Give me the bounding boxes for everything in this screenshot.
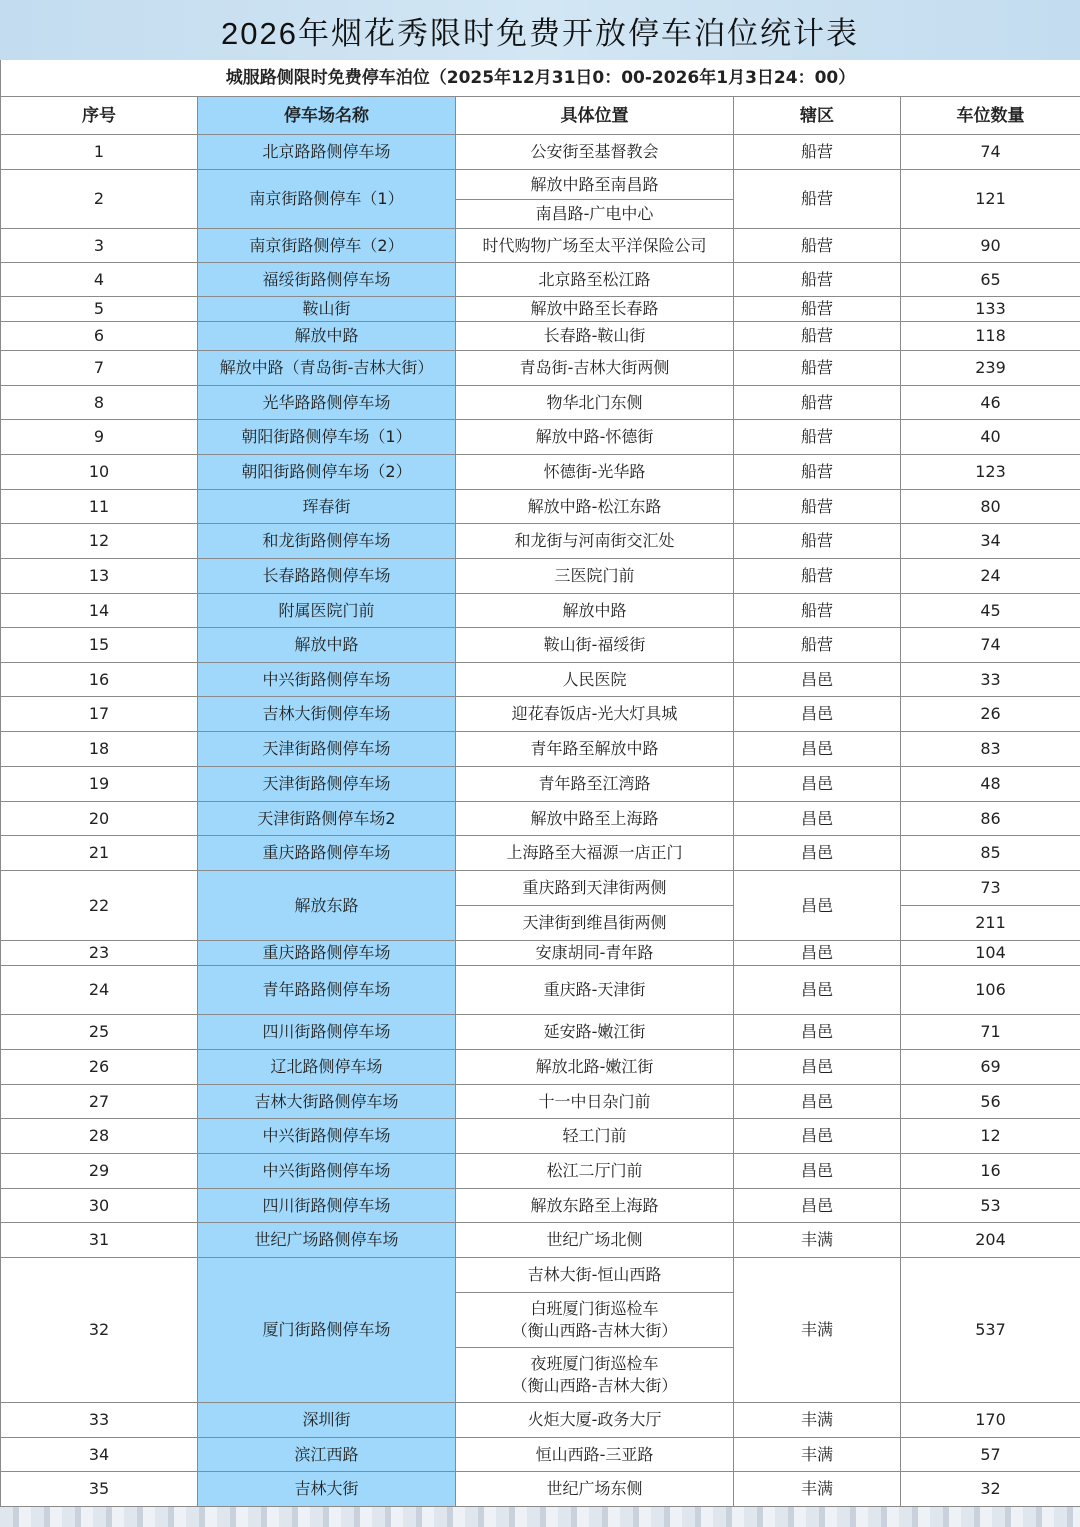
row-name: 四川街路侧停车场 xyxy=(198,1189,456,1223)
row-name: 吉林大街路侧停车场 xyxy=(198,1085,456,1119)
row-id: 17 xyxy=(1,697,198,732)
row-location: 松江二厅门前 xyxy=(456,1154,734,1189)
row-id: 18 xyxy=(1,732,198,767)
table-row xyxy=(1,1223,1080,1258)
row-id: 6 xyxy=(1,322,198,351)
row-count: 74 xyxy=(901,628,1080,663)
row-count: 118 xyxy=(901,322,1080,351)
row-name: 解放中路 xyxy=(198,322,456,351)
row-name: 辽北路侧停车场 xyxy=(198,1050,456,1085)
row-location: 三医院门前 xyxy=(456,559,734,594)
row-location: 怀德街-光华路 xyxy=(456,455,734,490)
table-row xyxy=(1,594,1080,628)
row-count: 24 xyxy=(901,559,1080,594)
row-name: 青年路路侧停车场 xyxy=(198,966,456,1015)
row-id: 30 xyxy=(1,1189,198,1223)
row-count: 57 xyxy=(901,1438,1080,1472)
row-count: 48 xyxy=(901,767,1080,802)
row-name: 中兴街路侧停车场 xyxy=(198,1154,456,1189)
table-row xyxy=(1,559,1080,594)
row-id: 7 xyxy=(1,351,198,386)
row-count: 121 xyxy=(901,170,1080,229)
row-count: 170 xyxy=(901,1403,1080,1438)
table-row xyxy=(1,1258,1080,1293)
row-location: 轻工门前 xyxy=(456,1119,734,1154)
row-district: 船营 xyxy=(734,420,901,455)
row-location: 世纪广场东侧 xyxy=(456,1472,734,1507)
row-location: 解放东路至上海路 xyxy=(456,1189,734,1223)
row-count: 12 xyxy=(901,1119,1080,1154)
row-location: 青年路至解放中路 xyxy=(456,732,734,767)
row-district: 丰满 xyxy=(734,1403,901,1438)
table-row xyxy=(1,135,1080,170)
row-location: 青年路至江湾路 xyxy=(456,767,734,802)
row-district: 昌邑 xyxy=(734,1085,901,1119)
row-name: 光华路路侧停车场 xyxy=(198,386,456,420)
page-title: 2026年烟花秀限时免费开放停车泊位统计表 xyxy=(0,0,1080,60)
row-id: 8 xyxy=(1,386,198,420)
row-district: 昌邑 xyxy=(734,941,901,966)
table-row xyxy=(1,802,1080,836)
row-district: 船营 xyxy=(734,455,901,490)
row-name: 四川街路侧停车场 xyxy=(198,1015,456,1050)
row-location: 青岛街-吉林大街两侧 xyxy=(456,351,734,386)
row-name: 朝阳街路侧停车场（1） xyxy=(198,420,456,455)
table-row xyxy=(1,1438,1080,1472)
table-row xyxy=(1,1154,1080,1189)
row-id: 19 xyxy=(1,767,198,802)
row-location: 世纪广场北侧 xyxy=(456,1223,734,1258)
row-location: 解放中路 xyxy=(456,594,734,628)
row-count: 74 xyxy=(901,135,1080,170)
row-district: 昌邑 xyxy=(734,1154,901,1189)
row-id: 35 xyxy=(1,1472,198,1507)
row-district: 船营 xyxy=(734,297,901,322)
row-name: 深圳街 xyxy=(198,1403,456,1438)
row-district: 昌邑 xyxy=(734,1015,901,1050)
row-name: 厦门街路侧停车场 xyxy=(198,1258,456,1403)
table-row xyxy=(1,524,1080,559)
row-district: 昌邑 xyxy=(734,871,901,941)
row-district: 昌邑 xyxy=(734,1189,901,1223)
row-id: 24 xyxy=(1,966,198,1015)
row-name: 天津街路侧停车场2 xyxy=(198,802,456,836)
table-row xyxy=(1,836,1080,871)
table-row xyxy=(1,1085,1080,1119)
header-id: 序号 xyxy=(1,97,198,135)
row-count: 86 xyxy=(901,802,1080,836)
row-count: 32 xyxy=(901,1472,1080,1507)
row-location: 解放中路至上海路 xyxy=(456,802,734,836)
header-district: 辖区 xyxy=(734,97,901,135)
row-count: 53 xyxy=(901,1189,1080,1223)
row-id: 2 xyxy=(1,170,198,229)
row-id: 5 xyxy=(1,297,198,322)
row-name: 解放中路 xyxy=(198,628,456,663)
table-row xyxy=(1,1403,1080,1438)
table-row xyxy=(1,322,1080,351)
row-location: 重庆路到天津街两侧 xyxy=(456,871,734,906)
row-id: 12 xyxy=(1,524,198,559)
row-count: 71 xyxy=(901,1015,1080,1050)
table-row xyxy=(1,966,1080,1015)
row-location: 解放中路-松江东路 xyxy=(456,490,734,524)
row-name: 吉林大街 xyxy=(198,1472,456,1507)
row-count: 69 xyxy=(901,1050,1080,1085)
table-row xyxy=(1,263,1080,297)
table-row xyxy=(1,1189,1080,1223)
row-location: 吉林大街-恒山西路 xyxy=(456,1258,734,1293)
row-district: 昌邑 xyxy=(734,767,901,802)
row-id: 20 xyxy=(1,802,198,836)
row-count: 56 xyxy=(901,1085,1080,1119)
row-count: 73 xyxy=(901,871,1080,906)
header-name: 停车场名称 xyxy=(198,97,456,135)
row-district: 丰满 xyxy=(734,1438,901,1472)
row-district: 丰满 xyxy=(734,1472,901,1507)
row-district: 昌邑 xyxy=(734,1050,901,1085)
row-district: 昌邑 xyxy=(734,732,901,767)
table-row xyxy=(1,1472,1080,1507)
row-count: 239 xyxy=(901,351,1080,386)
row-count: 34 xyxy=(901,524,1080,559)
table-row xyxy=(1,697,1080,732)
row-id: 29 xyxy=(1,1154,198,1189)
row-id: 23 xyxy=(1,941,198,966)
row-location: 上海路至大福源一店正门 xyxy=(456,836,734,871)
row-location: 时代购物广场至太平洋保险公司 xyxy=(456,229,734,263)
row-id: 25 xyxy=(1,1015,198,1050)
row-location: 白班厦门街巡检车 （衡山西路-吉林大街） xyxy=(456,1293,734,1348)
row-id: 10 xyxy=(1,455,198,490)
row-id: 14 xyxy=(1,594,198,628)
row-district: 船营 xyxy=(734,135,901,170)
row-name: 天津街路侧停车场 xyxy=(198,732,456,767)
row-name: 世纪广场路侧停车场 xyxy=(198,1223,456,1258)
row-location: 解放中路-怀德街 xyxy=(456,420,734,455)
row-district: 昌邑 xyxy=(734,1119,901,1154)
row-id: 34 xyxy=(1,1438,198,1472)
table-row xyxy=(1,455,1080,490)
row-name: 朝阳街路侧停车场（2） xyxy=(198,455,456,490)
row-district: 丰满 xyxy=(734,1223,901,1258)
row-district: 船营 xyxy=(734,628,901,663)
row-location: 安康胡同-青年路 xyxy=(456,941,734,966)
row-count: 65 xyxy=(901,263,1080,297)
table-row xyxy=(1,732,1080,767)
row-name: 天津街路侧停车场 xyxy=(198,767,456,802)
row-count: 90 xyxy=(901,229,1080,263)
row-district: 船营 xyxy=(734,524,901,559)
row-count: 85 xyxy=(901,836,1080,871)
row-location: 物华北门东侧 xyxy=(456,386,734,420)
table-row xyxy=(1,351,1080,386)
row-district: 船营 xyxy=(734,322,901,351)
row-district: 昌邑 xyxy=(734,802,901,836)
row-location: 南昌路-广电中心 xyxy=(456,200,734,229)
row-count: 16 xyxy=(901,1154,1080,1189)
row-count: 106 xyxy=(901,966,1080,1015)
header-count: 车位数量 xyxy=(901,97,1080,135)
row-count: 537 xyxy=(901,1258,1080,1403)
row-name: 中兴街路侧停车场 xyxy=(198,663,456,697)
row-id: 28 xyxy=(1,1119,198,1154)
row-count: 40 xyxy=(901,420,1080,455)
table-row xyxy=(1,663,1080,697)
row-count: 46 xyxy=(901,386,1080,420)
row-location: 北京路至松江路 xyxy=(456,263,734,297)
row-name: 中兴街路侧停车场 xyxy=(198,1119,456,1154)
parking-table xyxy=(0,60,1080,1507)
row-name: 南京街路侧停车（1） xyxy=(198,170,456,229)
table-row xyxy=(1,170,1080,200)
row-district: 船营 xyxy=(734,351,901,386)
row-name: 解放中路（青岛街-吉林大街） xyxy=(198,351,456,386)
row-district: 船营 xyxy=(734,594,901,628)
row-count: 211 xyxy=(901,906,1080,941)
row-location: 天津街到维昌街两侧 xyxy=(456,906,734,941)
table-row xyxy=(1,229,1080,263)
table-row xyxy=(1,420,1080,455)
row-name: 福绥街路侧停车场 xyxy=(198,263,456,297)
table-row xyxy=(1,1050,1080,1085)
row-location: 解放北路-嫩江街 xyxy=(456,1050,734,1085)
row-district: 船营 xyxy=(734,229,901,263)
row-id: 26 xyxy=(1,1050,198,1085)
row-name: 和龙街路侧停车场 xyxy=(198,524,456,559)
row-district: 丰满 xyxy=(734,1258,901,1403)
row-location: 十一中日杂门前 xyxy=(456,1085,734,1119)
row-name: 附属医院门前 xyxy=(198,594,456,628)
row-id: 27 xyxy=(1,1085,198,1119)
row-location: 重庆路-天津街 xyxy=(456,966,734,1015)
table-row xyxy=(1,871,1080,906)
row-location: 火炬大厦-政务大厅 xyxy=(456,1403,734,1438)
table-row xyxy=(1,297,1080,322)
row-location: 解放中路至南昌路 xyxy=(456,170,734,200)
row-id: 22 xyxy=(1,871,198,941)
row-location: 人民医院 xyxy=(456,663,734,697)
row-name: 重庆路路侧停车场 xyxy=(198,836,456,871)
row-id: 4 xyxy=(1,263,198,297)
row-id: 9 xyxy=(1,420,198,455)
row-name: 鞍山街 xyxy=(198,297,456,322)
row-count: 45 xyxy=(901,594,1080,628)
row-count: 83 xyxy=(901,732,1080,767)
row-location: 恒山西路-三亚路 xyxy=(456,1438,734,1472)
row-name: 解放东路 xyxy=(198,871,456,941)
row-count: 204 xyxy=(901,1223,1080,1258)
row-location: 延安路-嫩江街 xyxy=(456,1015,734,1050)
row-location: 长春路-鞍山街 xyxy=(456,322,734,351)
row-count: 33 xyxy=(901,663,1080,697)
row-id: 16 xyxy=(1,663,198,697)
row-location: 鞍山街-福绥街 xyxy=(456,628,734,663)
row-id: 1 xyxy=(1,135,198,170)
row-id: 21 xyxy=(1,836,198,871)
row-location: 公安街至基督教会 xyxy=(456,135,734,170)
row-id: 3 xyxy=(1,229,198,263)
row-name: 北京路路侧停车场 xyxy=(198,135,456,170)
row-location: 和龙街与河南街交汇处 xyxy=(456,524,734,559)
row-name: 滨江西路 xyxy=(198,1438,456,1472)
row-id: 32 xyxy=(1,1258,198,1403)
table-row xyxy=(1,1119,1080,1154)
table-row xyxy=(1,1015,1080,1050)
row-id: 11 xyxy=(1,490,198,524)
row-location: 迎花春饭店-光大灯具城 xyxy=(456,697,734,732)
table-row xyxy=(1,628,1080,663)
row-count: 123 xyxy=(901,455,1080,490)
row-name: 珲春街 xyxy=(198,490,456,524)
row-id: 13 xyxy=(1,559,198,594)
row-district: 昌邑 xyxy=(734,663,901,697)
row-location: 解放中路至长春路 xyxy=(456,297,734,322)
row-name: 南京街路侧停车（2） xyxy=(198,229,456,263)
row-name: 长春路路侧停车场 xyxy=(198,559,456,594)
row-id: 31 xyxy=(1,1223,198,1258)
row-district: 船营 xyxy=(734,490,901,524)
row-district: 船营 xyxy=(734,559,901,594)
row-location: 夜班厦门街巡检车 （衡山西路-吉林大街） xyxy=(456,1348,734,1403)
row-district: 昌邑 xyxy=(734,966,901,1015)
table-row xyxy=(1,767,1080,802)
row-id: 33 xyxy=(1,1403,198,1438)
row-count: 104 xyxy=(901,941,1080,966)
row-district: 昌邑 xyxy=(734,697,901,732)
row-district: 船营 xyxy=(734,170,901,229)
row-name: 吉林大街侧停车场 xyxy=(198,697,456,732)
table-row xyxy=(1,490,1080,524)
row-district: 昌邑 xyxy=(734,836,901,871)
row-id: 15 xyxy=(1,628,198,663)
row-count: 133 xyxy=(901,297,1080,322)
table-row xyxy=(1,386,1080,420)
row-count: 26 xyxy=(901,697,1080,732)
row-district: 船营 xyxy=(734,386,901,420)
row-district: 船营 xyxy=(734,263,901,297)
snow-background xyxy=(0,1507,1080,1527)
row-count: 80 xyxy=(901,490,1080,524)
table-subtitle: 城服路侧限时免费停车泊位（2025年12月31日0：00-2026年1月3日24：00） xyxy=(1,60,1080,97)
table-row xyxy=(1,941,1080,966)
row-name: 重庆路路侧停车场 xyxy=(198,941,456,966)
header-location: 具体位置 xyxy=(456,97,734,135)
